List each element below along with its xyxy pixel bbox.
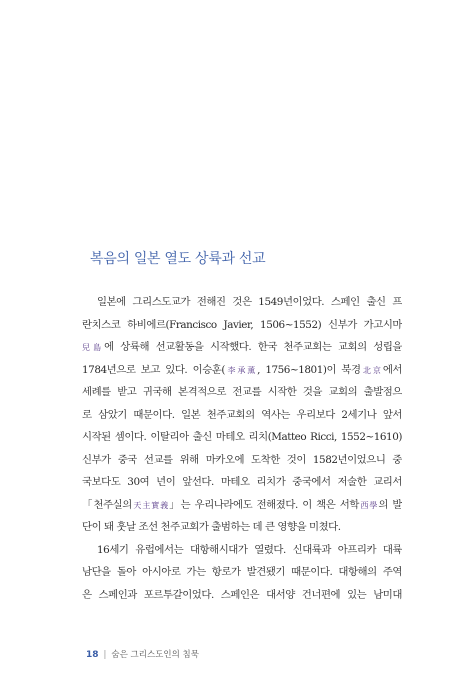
paragraph — [82, 291, 402, 539]
page-number: 18 — [86, 650, 99, 660]
body-text — [82, 291, 402, 606]
text-line: 국보다도 30여 년이 앞선다. 마테오 리치가 중국에서 저술한 교리서 — [82, 476, 402, 488]
text-line: 일본에 그리스도교가 전해진 것은 1549년이었다. 스페인 출신 프 — [97, 296, 402, 308]
text-line: 로 삼았기 때문이다. 일본 천주교회의 역사는 우리보다 2세기나 앞서 — [82, 408, 402, 421]
paragraph — [82, 539, 402, 607]
hanja-annotation: 兒島 — [82, 343, 105, 352]
running-title: 숨은 그리스도인의 침묵 — [111, 650, 199, 660]
hanja-annotation: 李承薰 — [224, 365, 258, 375]
text-line: 신부가 중국 선교를 위해 마카오에 도착한 것이 1582년이었으니 중 — [82, 453, 402, 466]
section-heading: 복음의 일본 열도 상륙과 선교 — [90, 251, 266, 267]
text-line: 은 스페인과 포르투갈이었다. 스페인은 대서양 건너편에 있는 남미대 — [82, 588, 402, 601]
page-footer — [86, 648, 199, 660]
text-line: 남단을 돌아 아시아로 가는 항로가 발견됐기 때문이다. 대항해의 주역 — [82, 566, 402, 578]
hanja-annotation: 北京 — [360, 365, 383, 375]
text-line: 시작된 셈이다. 이탈리아 출신 마테오 리치(Matteo Ricci, 1552~1610) — [82, 431, 402, 443]
footer-divider: | — [103, 650, 107, 660]
text-line: 16세기 유럽에서는 대항해시대가 열렸다. 신대륙과 아프리카 대륙 — [97, 543, 402, 556]
text-line: 란치스코 하비에르(Francisco Javier, 1506~1552) 신부가 가고시마 — [82, 318, 402, 331]
hanja-annotation: 西學 — [358, 500, 379, 510]
text-line: 「천주실의天主實義」는 우리나라에도 전해졌다. 이 책은 서학西學의 발 — [82, 498, 402, 511]
text-line: 단이 돼 훗날 조선 천주교회가 출범하는 데 큰 영향을 미쳤다. — [82, 521, 341, 533]
text-line: 세례를 받고 귀국해 본격적으로 전교를 시작한 것을 교회의 출발점으 — [82, 386, 402, 398]
text-line: 兒島에 상륙해 선교활동을 시작했다. 한국 천주교회는 교회의 성립을 — [82, 341, 402, 353]
hanja-annotation: 天主實義 — [131, 500, 170, 510]
text-line: 1784년으로 보고 있다. 이승훈(李承薰, 1756~1801)이 북경北京에서 — [82, 363, 402, 376]
